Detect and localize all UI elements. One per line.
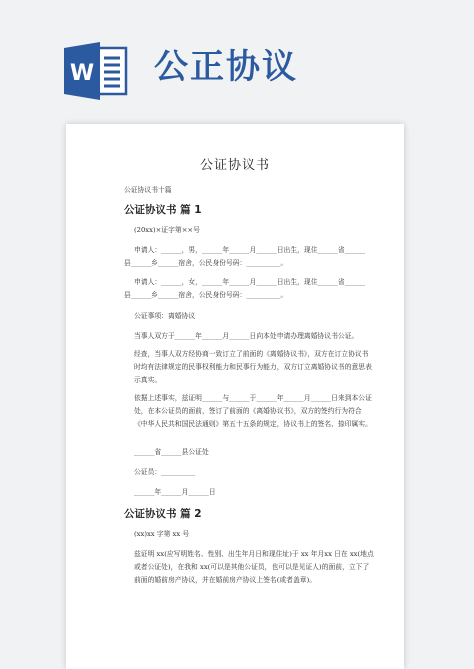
applicant-1-line-1: 申请人：______，男，______年______月______日出生，现住______省______	[134, 246, 366, 254]
section-1-heading: 公证协议书 篇 1	[124, 204, 202, 216]
section-2-heading: 公证协议书 篇 2	[124, 508, 202, 520]
paragraph-verification: 经查，当事人双方经协商一致订立了前面的《离婚协议书》，双方在订立协议书时均有法律规定的民事权利能力和民事行为能力，双方订立离婚协议书的意思表示真实。	[134, 350, 372, 384]
word-document-icon	[64, 42, 128, 100]
paragraph-certification: 依据上述事实，兹证明______与______于______年______月______日来到本公证处，在本公证员的面前，签订了前面的《离婚协议书》，双方的签约行为符合《中华人民共和国民法通则》第五十五条的规定，协议书上的签名、捺印属实。	[134, 394, 372, 428]
section-1-number: (20xx)×证字第××号	[134, 226, 200, 234]
applicant-2-line-2: 县______乡______宿舍，公民身份号码：__________。	[124, 291, 288, 299]
svg-text:W: W	[69, 61, 95, 86]
notary-matter: 公证事项：离婚协议	[134, 312, 196, 320]
paragraph-application: 当事人双方于______年______月______日向本处申请办理离婚协议书公证。	[134, 332, 359, 340]
paragraph-premarital-property: 兹证明 xx(应写明姓名、性别、出生年月日和现住址)于 xx 年月xx 日在 xx(地点或者公证处)，在我和 xx(可以是其他公证员，也可以是见证人)的面前，立下了前面的婚前房产协议，并在婚前房产协议上签名(或者盖章)。	[134, 550, 374, 584]
notary-office: ______省______县公证处	[134, 448, 209, 456]
banner-title: 公正协议	[154, 47, 298, 87]
banner	[0, 0, 474, 110]
document-page	[66, 124, 404, 669]
notary-signature: 公证员：__________	[134, 468, 196, 476]
applicant-1-line-2: 县______乡______宿舍，公民身份号码：__________。	[124, 259, 288, 267]
document-title: 公证协议书	[199, 158, 270, 173]
document-subtitle: 公证协议书十篇	[124, 186, 172, 194]
applicant-2-line-1: 申请人：______，女，______年______月______日出生，现住______省______	[134, 278, 366, 286]
notary-date: ______年______月______日	[134, 488, 216, 496]
section-2-number: (xx)xx 字第 xx 号	[134, 530, 190, 538]
